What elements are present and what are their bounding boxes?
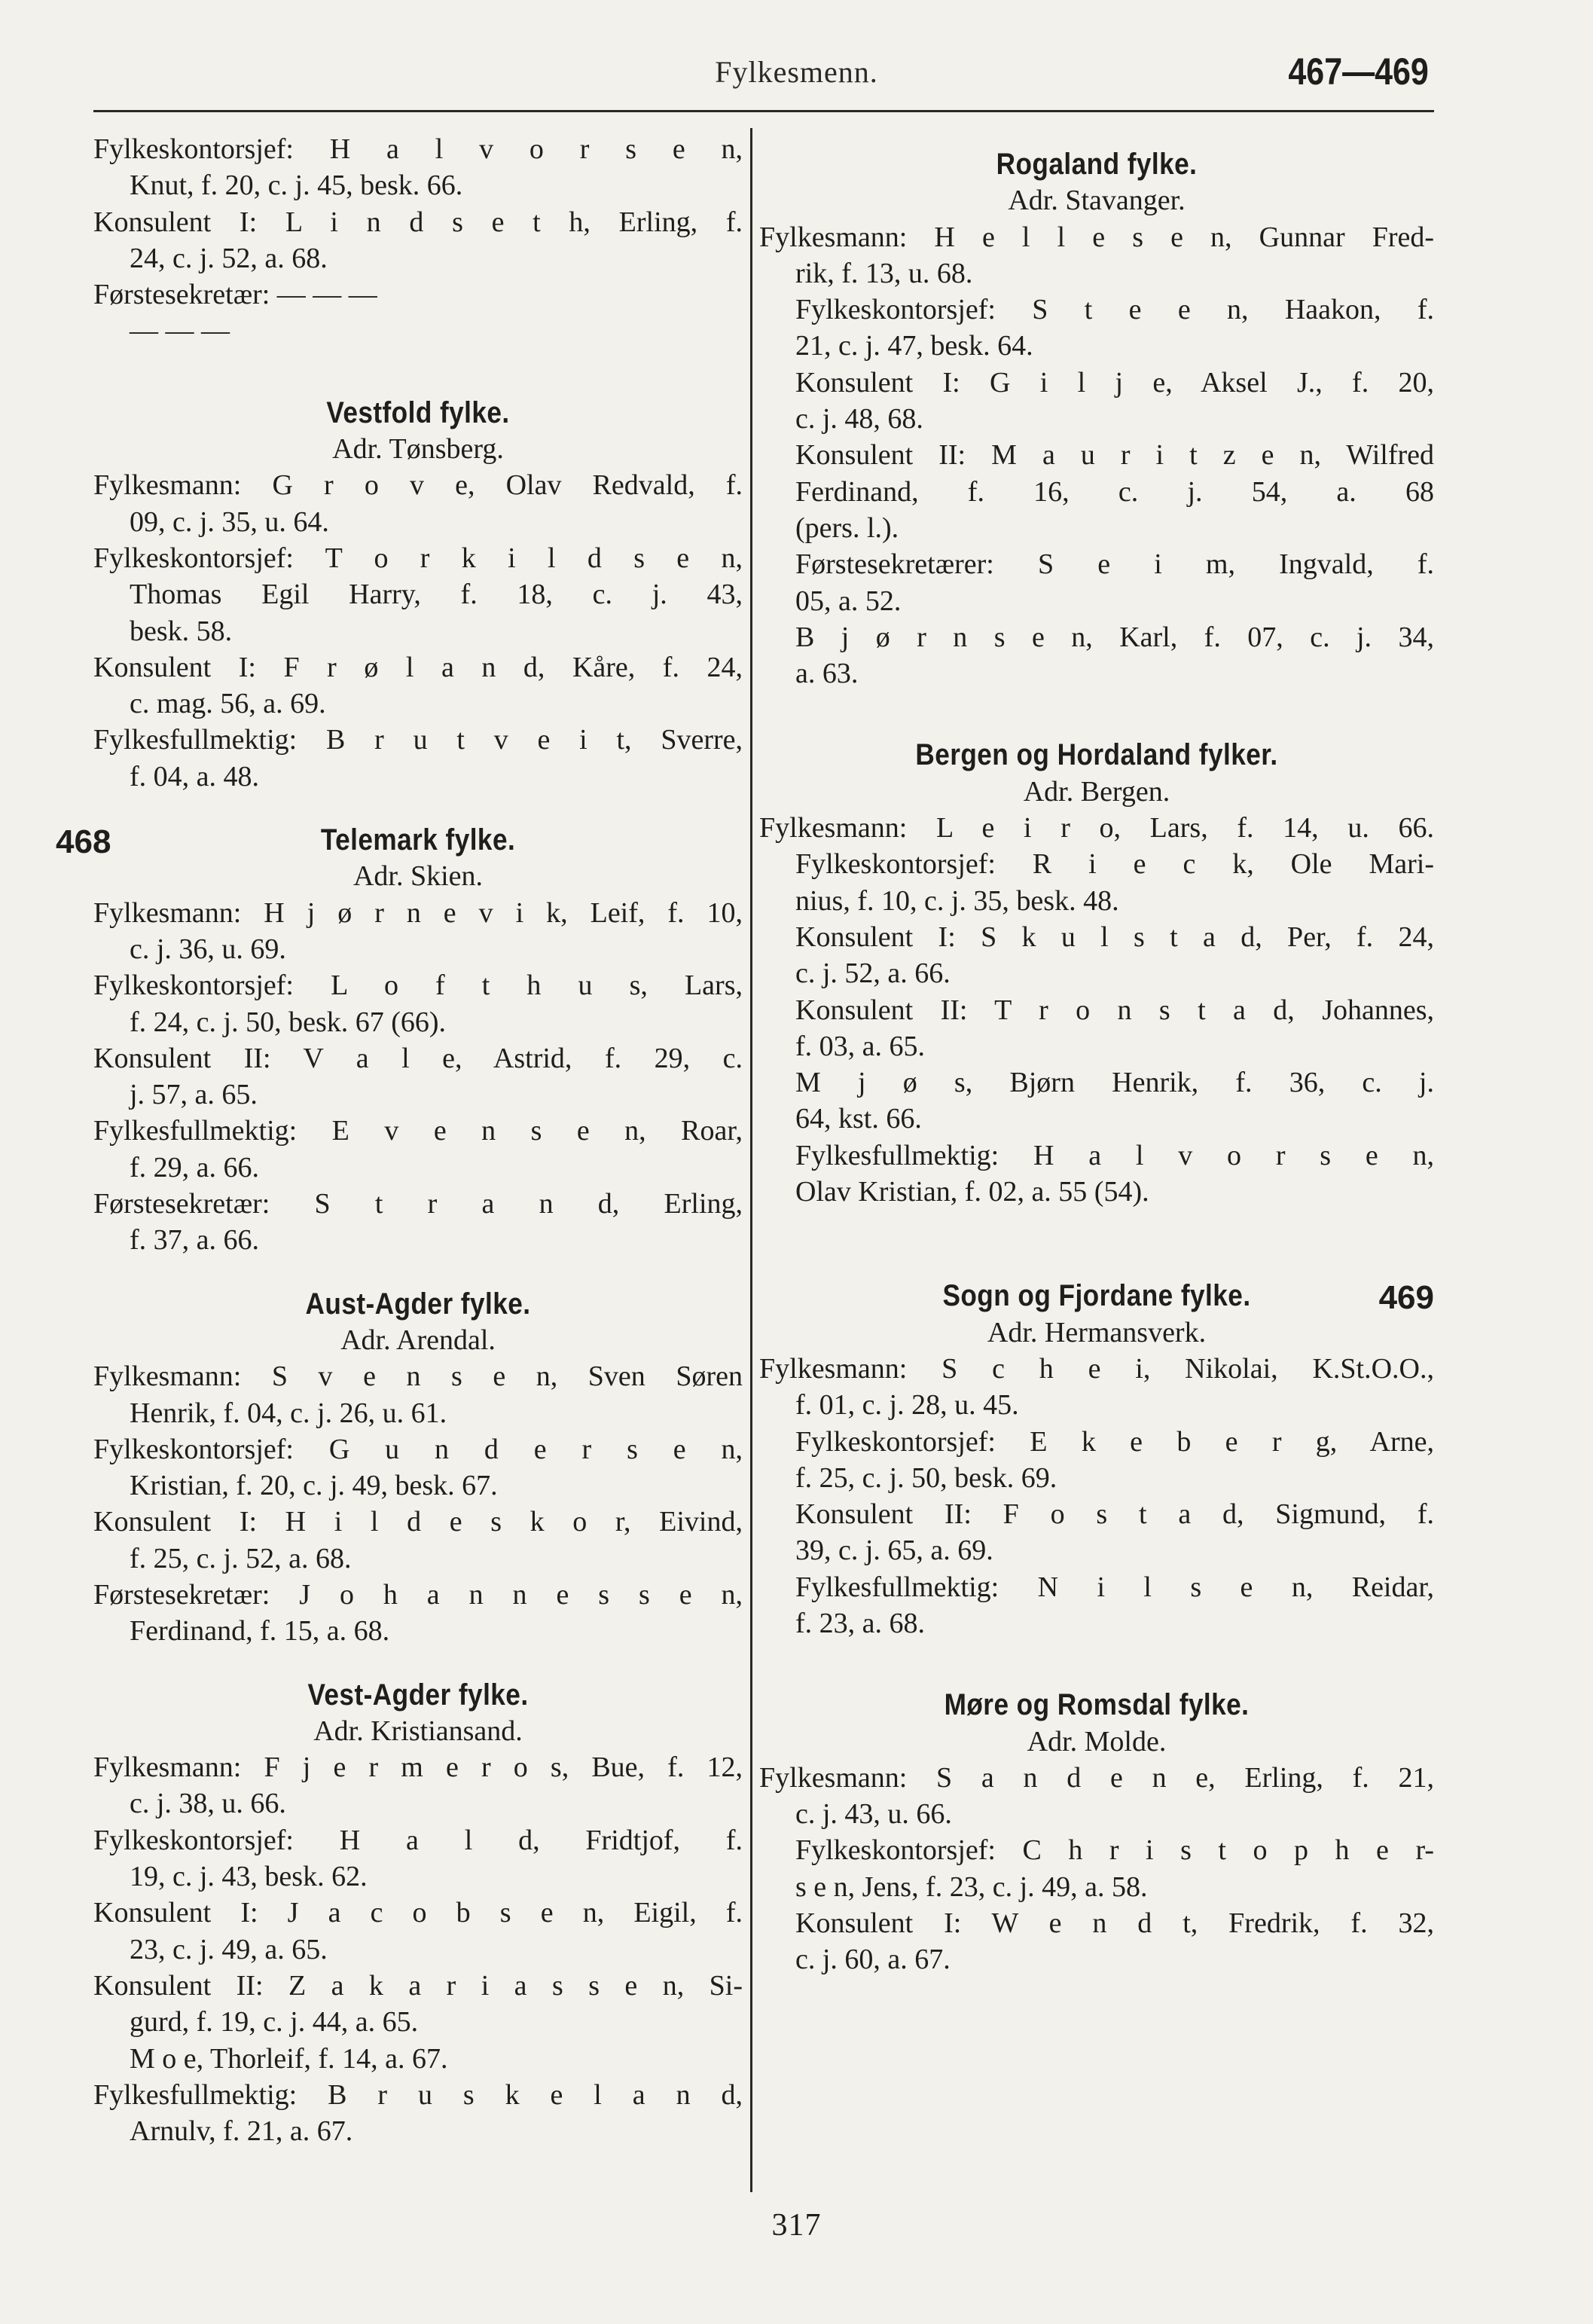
entry-line: c. j. 38, u. 66. [130, 1788, 286, 1820]
entry-line: Olav Kristian, f. 02, a. 55 (54). [795, 1176, 1149, 1208]
section-heading: Vest-Agder fylke. [307, 1678, 529, 1712]
entry-line: f. 01, c. j. 28, u. 45. [795, 1389, 1019, 1422]
entry-line: j. 57, a. 65. [130, 1079, 258, 1111]
entry-line: (pers. l.). [795, 512, 899, 544]
entry-line: Konsulent I: J a c o b s e n, Eigil, f. [93, 1897, 743, 1929]
entry-line: Fylkesfullmektig: B r u s k e l a n d, [93, 2078, 743, 2111]
entry-line: Fylkesfullmektig: N i l s e n, Reidar, [795, 1571, 1434, 1603]
entry-line: nius, f. 10, c. j. 35, besk. 48. [795, 884, 1119, 917]
section-address: Adr. Stavanger. [1008, 185, 1186, 217]
entry-line: c. j. 52, a. 66. [795, 957, 951, 990]
entry-line: f. 29, a. 66. [130, 1151, 260, 1183]
entry-line: Kristian, f. 20, c. j. 49, besk. 67. [130, 1470, 498, 1502]
entry-line: c. j. 43, u. 66. [795, 1798, 952, 1831]
entry-line: Fylkesmann: G r o v e, Olav Redvald, f. [93, 469, 743, 502]
entry-line: besk. 58. [130, 615, 233, 647]
entry-line: Konsulent II: M a u r i t z e n, Wilfred [795, 439, 1434, 472]
running-title: Fylkesmenn. [715, 55, 878, 89]
entry-line: 64, kst. 66. [795, 1103, 922, 1135]
entry-line: f. 23, a. 68. [795, 1607, 926, 1639]
entry-line: — — — [130, 315, 230, 347]
margin-page-number: 469 [1378, 1279, 1434, 1317]
entry-line: Fylkeskontorsjef: H a l v o r s e n, [93, 133, 743, 165]
entry-line: c. mag. 56, a. 69. [130, 688, 326, 720]
section-heading: Møre og Romsdal fylke. [944, 1688, 1250, 1722]
entry-line: Førstesekretær: J o h a n n e s s e n, [93, 1578, 743, 1611]
entry-line: Konsulent I: G i l j e, Aksel J., f. 20, [795, 366, 1434, 399]
entry-line: Fylkesmann: L e i r o, Lars, f. 14, u. 66. [759, 812, 1434, 844]
section-address: Adr. Hermansverk. [987, 1316, 1207, 1348]
entry-line: Fylkesmann: S v e n s e n, Sven Søren [93, 1361, 743, 1393]
entry-line: Fylkesmann: S c h e i, Nikolai, K.St.O.O., [759, 1352, 1434, 1385]
entry-line: Førstesekretær: — — — [93, 279, 377, 311]
section-heading: Aust-Agder fylke. [305, 1287, 531, 1321]
header-rule [93, 110, 1434, 112]
entry-line: f. 03, a. 65. [795, 1030, 926, 1062]
entry-line: Fylkeskontorsjef: R i e c k, Ole Mari- [795, 848, 1434, 881]
section-heading: Bergen og Hordaland fylker. [915, 738, 1278, 772]
column-divider [750, 128, 752, 2192]
entry-line: Fylkesfullmektig: H a l v o r s e n, [795, 1139, 1434, 1171]
section-heading: Sogn og Fjordane fylke. [942, 1279, 1251, 1313]
entry-line: M j ø s, Bjørn Henrik, f. 36, c. j. [795, 1067, 1434, 1099]
entry-line: Konsulent I: L i n d s e t h, Erling, f. [93, 206, 743, 238]
entry-line: f. 24, c. j. 50, besk. 67 (66). [130, 1006, 447, 1038]
entry-line: Fylkesmann: H e l l e s e n, Gunnar Fred- [759, 221, 1434, 253]
entry-line: a. 63. [795, 658, 859, 690]
entry-line: Konsulent II: V a l e, Astrid, f. 29, c. [93, 1042, 743, 1074]
entry-line: 19, c. j. 43, besk. 62. [130, 1861, 368, 1893]
left-column [56, 131, 743, 2149]
section-address: Adr. Skien. [352, 860, 484, 893]
section-address: Adr. Molde. [1027, 1725, 1167, 1758]
right-column [759, 131, 1434, 1978]
entry-line: Ferdinand, f. 15, a. 68. [130, 1615, 390, 1648]
entry-line: Fylkeskontorsjef: S t e e n, Haakon, f. [795, 294, 1434, 326]
entry-line: rik, f. 13, u. 68. [795, 257, 973, 289]
entry-line: M o e, Thorleif, f. 14, a. 67. [130, 2042, 448, 2075]
entry-line: Arnulv, f. 21, a. 67. [130, 2115, 353, 2148]
section-heading: Vestfold fylke. [326, 395, 510, 429]
page-range: 467—469 [1288, 50, 1429, 93]
entry-line: Konsulent II: Z a k a r i a s s e n, Si- [93, 1969, 743, 2002]
entry-line: Konsulent II: F o s t a d, Sigmund, f. [795, 1498, 1434, 1531]
entry-line: f. 04, a. 48. [130, 760, 260, 792]
entry-line: Førstesekretærer: S e i m, Ingvald, f. [795, 548, 1434, 581]
entry-line: Fylkeskontorsjef: H a l d, Fridtjof, f. [93, 1824, 743, 1856]
entry-line: 09, c. j. 35, u. 64. [130, 505, 329, 538]
entry-line: Førstesekretær: S t r a n d, Erling, [93, 1188, 743, 1220]
entry-line: Konsulent II: T r o n s t a d, Johannes, [795, 994, 1434, 1026]
entry-line: s e n, Jens, f. 23, c. j. 49, a. 58. [795, 1870, 1148, 1903]
entry-line: Fylkeskontorsjef: L o f t h u s, Lars, [93, 970, 743, 1002]
entry-line: Konsulent I: H i l d e s k o r, Eivind, [93, 1506, 743, 1538]
entry-line: Fylkesmann: F j e r m e r o s, Bue, f. 12, [93, 1751, 743, 1784]
entry-line: 05, a. 52. [795, 585, 902, 617]
entry-line: Knut, f. 20, c. j. 45, besk. 66. [130, 169, 463, 202]
entry-line: c. j. 36, u. 69. [130, 933, 286, 965]
entry-line: Fylkeskontorsjef: C h r i s t o p h e r- [795, 1834, 1434, 1867]
margin-page-number: 468 [56, 823, 111, 861]
section-address: Adr. Kristiansand. [313, 1715, 523, 1747]
entry-line: Fylkesmann: H j ø r n e v i k, Leif, f. 10, [93, 896, 743, 929]
entry-line: f. 37, a. 66. [130, 1224, 260, 1257]
entry-line: 24, c. j. 52, a. 68. [130, 242, 328, 274]
page-number: 317 [771, 2208, 822, 2243]
entry-line: Thomas Egil Harry, f. 18, c. j. 43, [130, 579, 743, 611]
entry-line: 39, c. j. 65, a. 69. [795, 1535, 993, 1567]
section-address: Adr. Tønsberg. [332, 433, 504, 466]
entry-line: 23, c. j. 49, a. 65. [130, 1933, 328, 1965]
entry-line: Konsulent I: W e n d t, Fredrik, f. 32, [795, 1907, 1434, 1940]
entry-line: Henrik, f. 04, c. j. 26, u. 61. [130, 1397, 447, 1429]
entry-line: f. 25, c. j. 52, a. 68. [130, 1542, 352, 1574]
entry-line: Fylkeskontorsjef: T o r k i l d s e n, [93, 542, 743, 574]
entry-line: Konsulent I: F r ø l a n d, Kåre, f. 24, [93, 651, 743, 683]
entry-line: B j ø r n s e n, Karl, f. 07, c. j. 34, [795, 621, 1434, 653]
section-heading: Telemark fylke. [320, 823, 516, 857]
entry-line: c. j. 48, 68. [795, 403, 923, 435]
entry-line: Fylkeskontorsjef: G u n d e r s e n, [93, 1433, 743, 1465]
entry-line: Konsulent I: S k u l s t a d, Per, f. 24, [795, 921, 1434, 953]
entry-line: c. j. 60, a. 67. [795, 1944, 951, 1976]
section-address: Adr. Arendal. [340, 1324, 496, 1356]
entry-line: Fylkesfullmektig: E v e n s e n, Roar, [93, 1115, 743, 1147]
section-heading: Rogaland fylke. [996, 148, 1198, 181]
entry-line: Ferdinand, f. 16, c. j. 54, a. 68 [795, 475, 1434, 508]
entry-line: 21, c. j. 47, besk. 64. [795, 330, 1033, 362]
entry-line: Fylkeskontorsjef: E k e b e r g, Arne, [795, 1425, 1434, 1458]
entry-line: gurd, f. 19, c. j. 44, a. 65. [130, 2006, 419, 2038]
entry-line: Fylkesfullmektig: B r u t v e i t, Sverre, [93, 724, 743, 756]
entry-line: f. 25, c. j. 50, besk. 69. [795, 1461, 1057, 1494]
entry-line: Fylkesmann: S a n d e n e, Erling, f. 21, [759, 1761, 1434, 1794]
section-address: Adr. Bergen. [1023, 775, 1170, 808]
